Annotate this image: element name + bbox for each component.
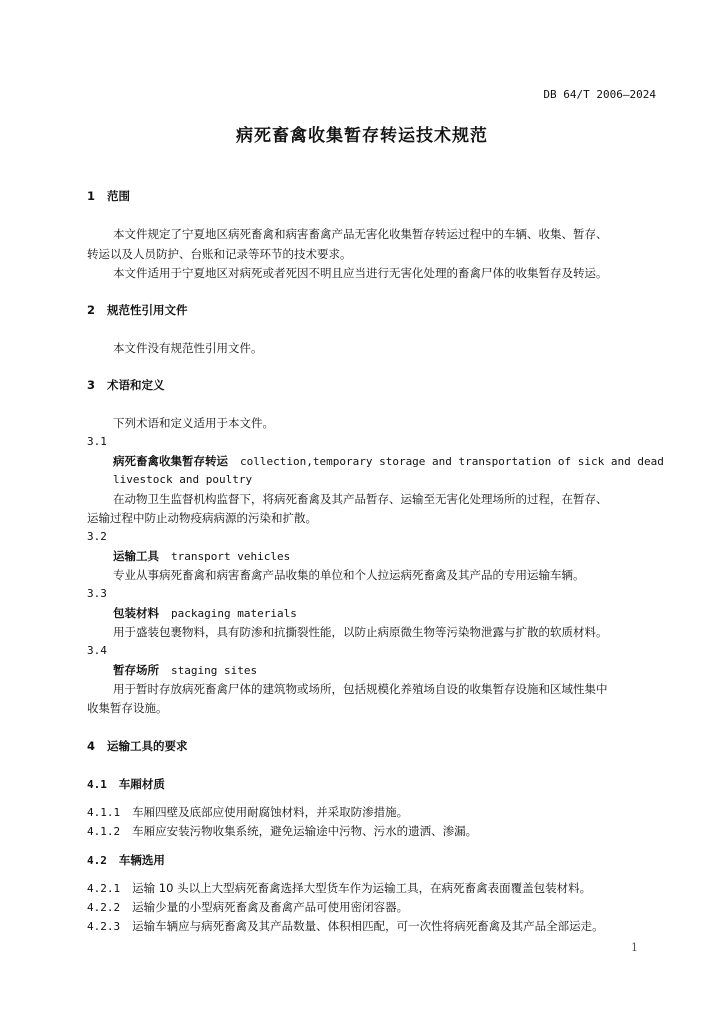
section-4-heading: 4 运输工具的要求 — [87, 739, 188, 753]
item-4-1-2: 4.1.2 车厢应安装污物收集系统，避免运输途中污物、污水的遗洒、渗漏。 — [87, 824, 478, 838]
term-3-4-number: 3.4 — [87, 644, 107, 657]
term-3-1-english-line-2: livestock and poultry — [113, 473, 253, 486]
term-3-3-name: 包装材料 packaging materials — [113, 606, 297, 620]
item-4-2-2: 4.2.2 运输少量的小型病死畜禽及畜禽产品可使用密闭容器。 — [87, 900, 409, 914]
term-3-2-definition: 专业从事病死畜禽和病害畜禽产品收集的单位和个人拉运病死畜禽及其产品的专用运输车辆。 — [113, 568, 585, 582]
term-3-2-name: 运输工具 transport vehicles — [113, 549, 291, 563]
section-1-para-1-line-2: 转运以及人员防护、台账和记录等环节的技术要求。 — [87, 247, 352, 261]
section-3-heading: 3 术语和定义 — [87, 378, 165, 392]
section-1-heading: 1 范围 — [87, 189, 131, 203]
document-title: 病死畜禽收集暂存转运技术规范 — [236, 126, 488, 146]
term-3-1-definition-line-2: 运输过程中防止动物疫病病源的污染和扩散。 — [87, 511, 317, 525]
document-code: DB 64/T 2006—2024 — [543, 88, 656, 101]
section-3-intro: 下列术语和定义适用于本文件。 — [113, 416, 274, 430]
section-1-para-2: 本文件适用于宁夏地区对病死或者死因不明且应当进行无害化处理的畜禽尸体的收集暂存及转运。 — [113, 266, 608, 280]
section-1-para-1-line-1: 本文件规定了宁夏地区病死畜禽和病害畜禽产品无害化收集暂存转运过程中的车辆、收集、暂存、 — [113, 227, 608, 241]
term-3-2-number: 3.2 — [87, 530, 107, 543]
item-4-2-1: 4.2.1 运输 10 头以上大型病死畜禽选择大型货车作为运输工具，在病死畜禽表面覆盖包装材料。 — [87, 881, 592, 895]
term-3-3-number: 3.3 — [87, 587, 107, 600]
term-3-1-number: 3.1 — [87, 435, 107, 448]
section-4-1-heading: 4.1 车厢材质 — [87, 777, 165, 791]
term-3-4-definition-line-2: 收集暂存设施。 — [87, 701, 168, 715]
term-3-4-definition-line-1: 用于暂时存放病死畜禽尸体的建筑物或场所，包括规模化养殖场自设的收集暂存设施和区域性集中 — [113, 682, 608, 696]
section-2-heading: 2 规范性引用文件 — [87, 303, 188, 317]
term-3-3-definition: 用于盛装包裹物料，具有防渗和抗撕裂性能，以防止病原微生物等污染物泄露与扩散的软质材料。 — [113, 625, 608, 639]
item-4-2-3: 4.2.3 运输车辆应与病死畜禽及其产品数量、体积相匹配，可一次性将病死畜禽及其产品全部运走。 — [87, 919, 604, 933]
page-number: 1 — [631, 941, 638, 954]
term-3-1-name: 病死畜禽收集暂存转运 collection,temporary storage and transportation of sick and dead — [113, 454, 664, 468]
section-4-2-heading: 4.2 车辆选用 — [87, 853, 165, 867]
term-3-4-name: 暂存场所 staging sites — [113, 663, 258, 677]
item-4-1-1: 4.1.1 车厢四壁及底部应使用耐腐蚀材料，并采取防渗措施。 — [87, 805, 409, 819]
term-3-1-definition-line-1: 在动物卫生监督机构监督下，将病死畜禽及其产品暂存、运输至无害化处理场所的过程，在暂存、 — [113, 492, 608, 506]
section-2-para-1: 本文件没有规范性引用文件。 — [113, 341, 263, 355]
